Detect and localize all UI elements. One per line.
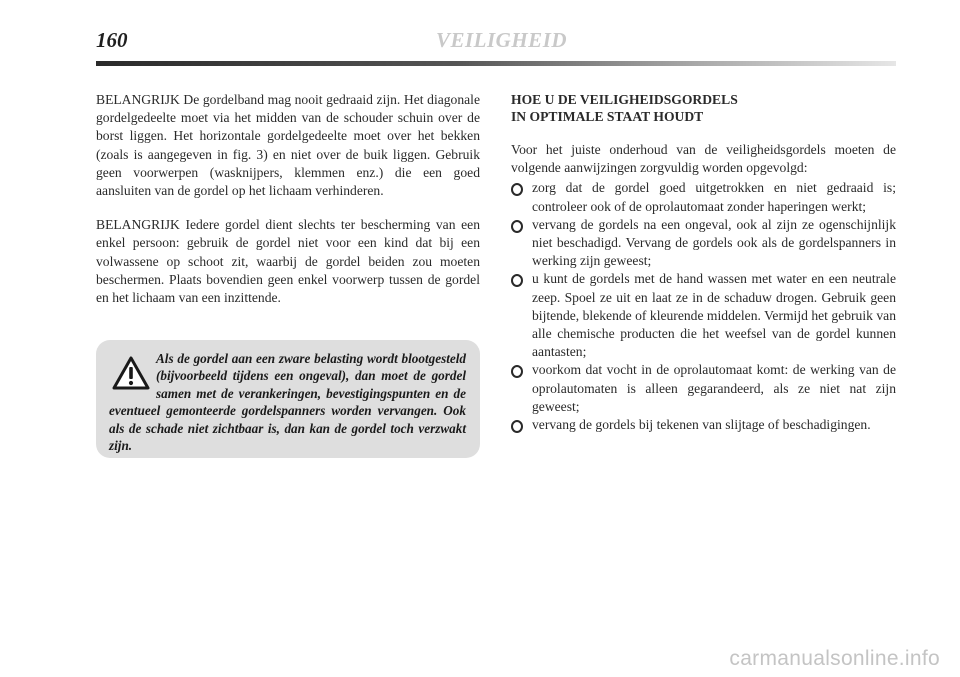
list-item-text: voorkom dat vocht in de oprolautomaat komt: de werking van de oprolautomaten is alleen gegarandeerd, als ze niet nat zijn geweest; [532, 362, 896, 414]
maintenance-list [511, 179, 896, 434]
bullet-circle-icon [511, 220, 523, 233]
warning-box [96, 340, 480, 458]
bullet-circle-icon [511, 183, 523, 196]
list-item-text: vervang de gordels na een ongeval, ook al zijn ze ogenschijnlijk niet beschadigd. Vervang de gordels ook als de gordelspanners in werking zijn geweest; [532, 216, 896, 269]
section-title: VEILIGHEID [436, 28, 568, 52]
list-item-text: zorg dat de gordel goed uitgetrokken en niet gedraaid is; controleer ook of de oprolautomaat zonder haperingen werkt; [532, 180, 896, 214]
list-item [511, 216, 896, 271]
bullet-circle-icon [511, 274, 523, 287]
right-column [511, 91, 896, 434]
warning-text: Als de gordel aan een zware belasting wordt blootgesteld (bijvoorbeeld tijdens een ongeval), dan moet de gordel samen met de verankeringen, bevestigingspunten en de eventueel gemonteerde gordelspanners worden vervangen. Ook als de schade niet zichtbaar is, dan kan de gordel toch verzwakt zijn. [109, 351, 466, 454]
list-item-text: u kunt de gordels met de hand wassen met water en een neutrale zeep. Spoel ze uit en laat ze in de schaduw drogen. Gebruik geen bijtende, blekende of kleurende middelen. Vermijd het gebruik van alle chemische producten die het weefsel van de gordel kunnen aantasten; [532, 271, 896, 360]
header-rule [96, 61, 896, 66]
watermark: carmanualsonline.info [729, 647, 940, 670]
list-item [511, 270, 896, 361]
list-item-text: vervang de gordels bij tekenen van slijtage of beschadigingen. [532, 417, 871, 433]
intro-paragraph: Voor het juiste onderhoud van de veiligheidsgordels moeten de volgende aanwijzingen zorgvuldig worden opgevolgd: [511, 142, 896, 176]
left-column [96, 91, 480, 323]
warning-text-block [109, 350, 466, 454]
list-item [511, 416, 896, 434]
section-heading [511, 91, 896, 125]
bullet-circle-icon [511, 365, 523, 378]
paragraph-belt-twist: BELANGRIJK De gordelband mag nooit gedraaid zijn. Het diagonale gordelgedeelte moet via het midden van de schouder schuin over de borst liggen. Het horizontale gordelgedeelte moet over het bekken (zoals is aangegeven in fig. 3) en niet over de buik liggen. Gebruik geen voorwerpen (wasknijpers, klemmen enz.) die een goed aansluiten van de gordel op het lichaam verhinderen. [96, 92, 480, 199]
bullet-circle-icon [511, 420, 523, 433]
heading-line-2: IN OPTIMALE STAAT HOUDT [511, 109, 704, 124]
heading-line-1: HOE U DE VEILIGHEIDSGORDELS [511, 92, 738, 107]
page-number: 160 [96, 28, 128, 52]
paragraph-one-person: BELANGRIJK Iedere gordel dient slechts ter bescherming van een enkel persoon: gebruik de gordel niet voor een kind dat bij een volwassene op schoot zit, waarbij de gordel beiden zou moeten beschermen. Plaats bovendien geen enkel voorwerp tussen de gordel en het lichaam van een inzittende. [96, 217, 480, 306]
list-item [511, 179, 896, 215]
list-item [511, 361, 896, 416]
